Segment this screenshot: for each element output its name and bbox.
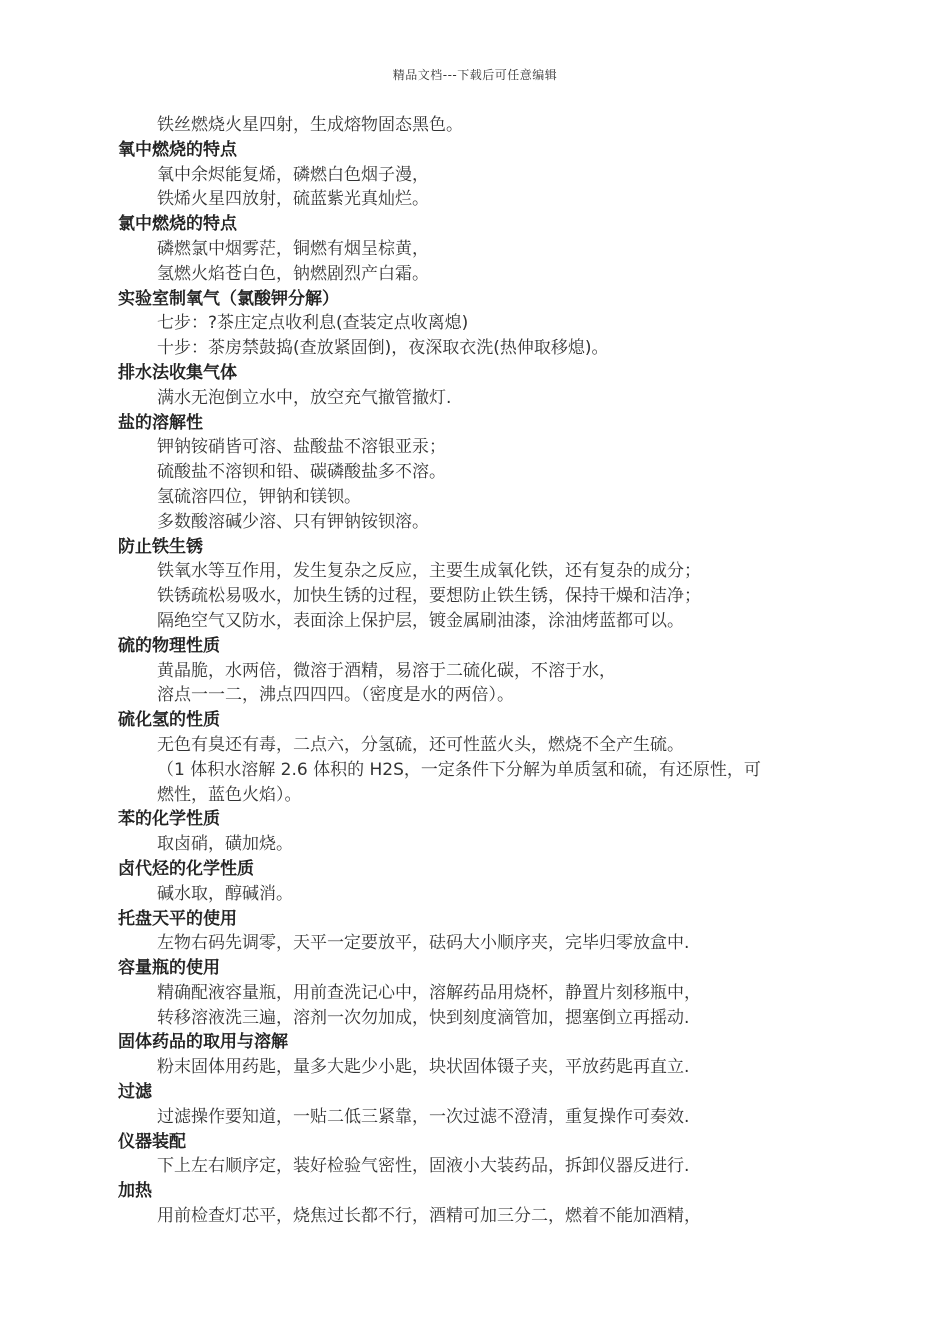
text-line: 氧中余烬能复烯，磷燃白色烟子漫， (157, 164, 429, 185)
text-line: 左物右码先调零，天平一定要放平，砝码大小顺序夹，完毕归零放盒中. (157, 933, 690, 954)
text-line: 七步：?茶庄定点收利息(查装定点收离熄) (157, 313, 469, 334)
section-heading: 氧中燃烧的特点 (118, 139, 237, 160)
section-heading: 氯中燃烧的特点 (118, 214, 237, 235)
text-line: 碱水取，醇碱消。 (157, 883, 293, 904)
section-heading: 硫的物理性质 (118, 635, 220, 656)
text-line: 粉末固体用药匙，量多大匙少小匙，块状固体镊子夹，平放药匙再直立. (157, 1057, 690, 1078)
section-heading: 实验室制氧气（氯酸钾分解） (118, 288, 339, 309)
section-heading: 加热 (118, 1181, 152, 1202)
section-heading: 硫化氢的性质 (118, 710, 220, 731)
section-heading: 苯的化学性质 (118, 809, 220, 830)
text-line: 燃性，蓝色火焰）。 (157, 784, 302, 805)
text-line: 铁氧水等互作用，发生复杂之反应，主要生成氧化铁，还有复杂的成分； (157, 561, 701, 582)
text-line: （1 体积水溶解 2.6 体积的 H2S，一定条件下分解为单质氢和硫，有还原性，可 (157, 759, 761, 780)
section-heading: 排水法收集气体 (118, 362, 237, 383)
section-heading: 卤代烃的化学性质 (118, 858, 254, 879)
page-header: 精品文档---下载后可任意编辑 (392, 68, 558, 82)
text-line: 氢燃火焰苍白色，钠燃剧烈产白霜。 (157, 263, 429, 284)
section-heading: 托盘天平的使用 (118, 908, 237, 929)
text-line: 无色有臭还有毒，二点六，分氢硫，还可性蓝火头，燃烧不全产生硫。 (157, 734, 684, 755)
section-heading: 盐的溶解性 (118, 412, 203, 433)
section-heading: 容量瓶的使用 (118, 958, 220, 979)
section-heading: 过滤 (118, 1082, 152, 1103)
text-line: 铁丝燃烧火星四射，生成熔物固态黑色。 (157, 115, 463, 135)
text-line: 精确配液容量瓶，用前查洗记心中，溶解药品用烧杯，静置片刻移瓶中， (157, 982, 701, 1003)
text-line: 下上左右顺序定，装好检验气密性，固液小大装药品，拆卸仪器反进行. (157, 1156, 690, 1177)
section-heading: 防止铁生锈 (118, 536, 203, 557)
text-line: 隔绝空气又防水，表面涂上保护层，镀金属刷油漆，涂油烤蓝都可以。 (157, 610, 684, 631)
text-line: 过滤操作要知道，一贴二低三紧靠，一次过滤不澄清，重复操作可奏效. (157, 1106, 690, 1127)
text-line: 黄晶脆，水两倍，微溶于酒精，易溶于二硫化碳，不溶于水， (157, 660, 616, 681)
text-line: 用前检查灯芯平，烧焦过长都不行，酒精可加三分二，燃着不能加酒精， (157, 1206, 701, 1227)
text-line: 硫酸盐不溶钡和铅、碳磷酸盐多不溶。 (157, 462, 446, 483)
section-heading: 固体药品的取用与溶解 (118, 1032, 288, 1053)
section-heading: 仪器装配 (118, 1131, 186, 1152)
text-line: 溶点一一二，沸点四四四。（密度是水的两倍）。 (157, 685, 514, 706)
text-line: 氢硫溶四位，钾钠和镁钡。 (157, 486, 361, 507)
text-line: 十步：茶房禁鼓捣(查放紧固倒)，夜深取衣洗(热伸取移熄)。 (157, 338, 609, 359)
text-line: 满水无泡倒立水中，放空充气撤管撤灯. (157, 387, 452, 408)
document-body (118, 113, 838, 1229)
text-line: 磷燃氯中烟雾茫，铜燃有烟呈棕黄， (157, 238, 429, 259)
text-line: 钾钠铵硝皆可溶、盐酸盐不溶银亚汞； (157, 437, 446, 458)
text-line: 铁烯火星四放射，硫蓝紫光真灿烂。 (157, 189, 429, 210)
text-line: 转移溶液洗三遍，溶剂一次勿加成，快到刻度滴管加，摁塞倒立再摇动. (157, 1007, 690, 1028)
text-line: 取卤硝，磺加烧。 (157, 834, 293, 855)
text-line: 多数酸溶碱少溶、只有钾钠铵钡溶。 (157, 511, 429, 532)
text-line: 铁锈疏松易吸水，加快生锈的过程，要想防止铁生锈，保持干燥和洁净； (157, 586, 701, 607)
